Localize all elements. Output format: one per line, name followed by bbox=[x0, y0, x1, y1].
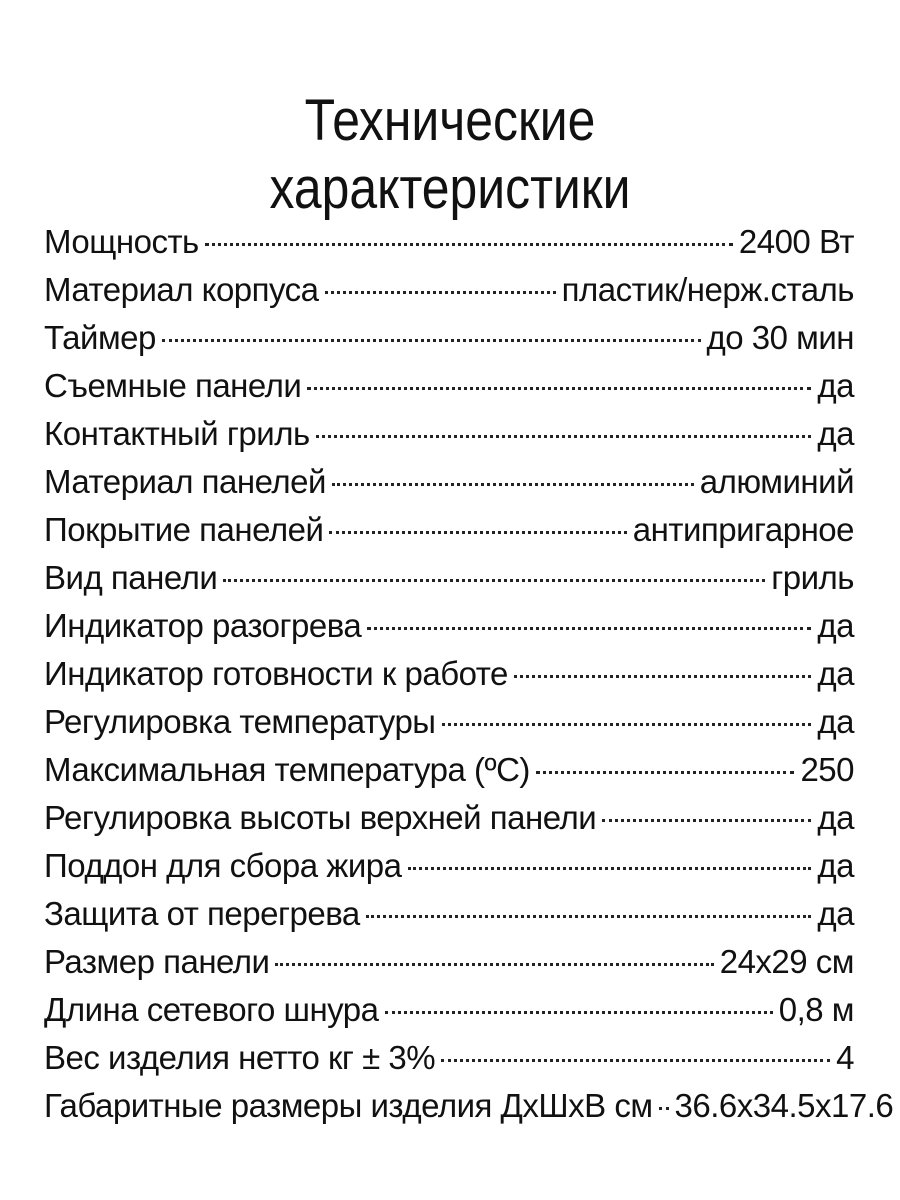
spec-label: Контактный гриль bbox=[44, 415, 310, 452]
spec-row-max-temperature bbox=[44, 746, 854, 794]
spec-row-heating-indicator bbox=[44, 602, 854, 650]
dot-leader bbox=[329, 531, 626, 534]
spec-label: Индикатор разогрева bbox=[44, 607, 362, 644]
spec-row-contact-grill bbox=[44, 410, 854, 458]
spec-value: да bbox=[817, 367, 854, 404]
spec-value: 36.6x34.5x17.6 bbox=[674, 1087, 894, 1124]
spec-row-removable-panels bbox=[44, 362, 854, 410]
dot-leader bbox=[442, 723, 812, 726]
dot-leader bbox=[316, 435, 812, 438]
spec-row-panel-type bbox=[44, 554, 854, 602]
spec-value: да bbox=[817, 655, 854, 692]
spec-label: Покрытие панелей bbox=[44, 511, 324, 548]
spec-value: да bbox=[817, 703, 854, 740]
dot-leader bbox=[441, 1059, 830, 1062]
spec-row-temperature-control bbox=[44, 698, 854, 746]
spec-label: Регулировка температуры bbox=[44, 703, 436, 740]
spec-row-drip-tray bbox=[44, 842, 854, 890]
spec-row-dimensions bbox=[44, 1082, 894, 1130]
dot-leader bbox=[332, 483, 694, 486]
spec-row-panel-size bbox=[44, 938, 854, 986]
spec-row-panel-coating bbox=[44, 506, 854, 554]
spec-value: да bbox=[817, 607, 854, 644]
spec-value: антипригарное bbox=[632, 511, 854, 548]
spec-label: Вес изделия нетто кг ± 3% bbox=[44, 1039, 436, 1076]
spec-label: Материал корпуса bbox=[44, 271, 319, 308]
dot-leader bbox=[162, 339, 701, 342]
dot-leader bbox=[366, 915, 812, 918]
dot-leader bbox=[659, 1107, 669, 1110]
spec-label: Регулировка высоты верхней панели bbox=[44, 799, 597, 836]
spec-row-timer bbox=[44, 314, 854, 362]
dot-leader bbox=[536, 771, 795, 774]
spec-row-body-material bbox=[44, 266, 854, 314]
spec-label: Вид панели bbox=[44, 559, 218, 596]
spec-row-top-panel-height bbox=[44, 794, 854, 842]
spec-row-overheat-protection bbox=[44, 890, 854, 938]
dot-leader bbox=[408, 867, 812, 870]
spec-row-cord-length bbox=[44, 986, 854, 1034]
spec-label: Габаритные размеры изделия ДхШхВ см bbox=[44, 1087, 653, 1124]
title-line-2: характеристики bbox=[269, 155, 631, 221]
spec-label: Размер панели bbox=[44, 943, 270, 980]
spec-label: Максимальная температура (ºC) bbox=[44, 751, 530, 788]
spec-label: Материал панелей bbox=[44, 463, 326, 500]
spec-value: да bbox=[817, 847, 854, 884]
dot-leader bbox=[205, 243, 733, 246]
spec-value: 4 bbox=[836, 1039, 854, 1076]
dot-leader bbox=[367, 627, 811, 630]
spec-value: да bbox=[817, 799, 854, 836]
dot-leader bbox=[514, 675, 812, 678]
spec-label: Съемные панели bbox=[44, 367, 302, 404]
dot-leader bbox=[275, 963, 713, 966]
spec-value: алюминий bbox=[699, 463, 854, 500]
spec-value: гриль bbox=[771, 559, 854, 596]
dot-leader bbox=[307, 387, 811, 390]
spec-value: до 30 мин bbox=[706, 319, 854, 356]
spec-value: 2400 Вт bbox=[738, 223, 854, 260]
page-title bbox=[63, 87, 837, 223]
spec-label: Защита от перегрева bbox=[44, 895, 360, 932]
spec-label: Длина сетевого шнура bbox=[44, 991, 379, 1028]
spec-label: Поддон для сбора жира bbox=[44, 847, 402, 884]
spec-list bbox=[44, 218, 894, 1130]
spec-row-power bbox=[44, 218, 854, 266]
dot-leader bbox=[602, 819, 811, 822]
spec-label: Таймер bbox=[44, 319, 156, 356]
spec-value: пластик/нерж.сталь bbox=[561, 271, 854, 308]
spec-row-net-weight bbox=[44, 1034, 854, 1082]
spec-value: 250 bbox=[800, 751, 854, 788]
dot-leader bbox=[385, 1011, 773, 1014]
spec-value: да bbox=[817, 895, 854, 932]
dot-leader bbox=[223, 579, 765, 582]
spec-value: 0,8 м bbox=[778, 991, 854, 1028]
spec-value: 24x29 см bbox=[719, 943, 854, 980]
spec-value: да bbox=[817, 415, 854, 452]
spec-label: Мощность bbox=[44, 223, 199, 260]
spec-row-panel-material bbox=[44, 458, 854, 506]
title-line-1: Технические bbox=[304, 87, 596, 153]
spec-label: Индикатор готовности к работе bbox=[44, 655, 508, 692]
spec-row-ready-indicator bbox=[44, 650, 854, 698]
dot-leader bbox=[325, 291, 556, 294]
